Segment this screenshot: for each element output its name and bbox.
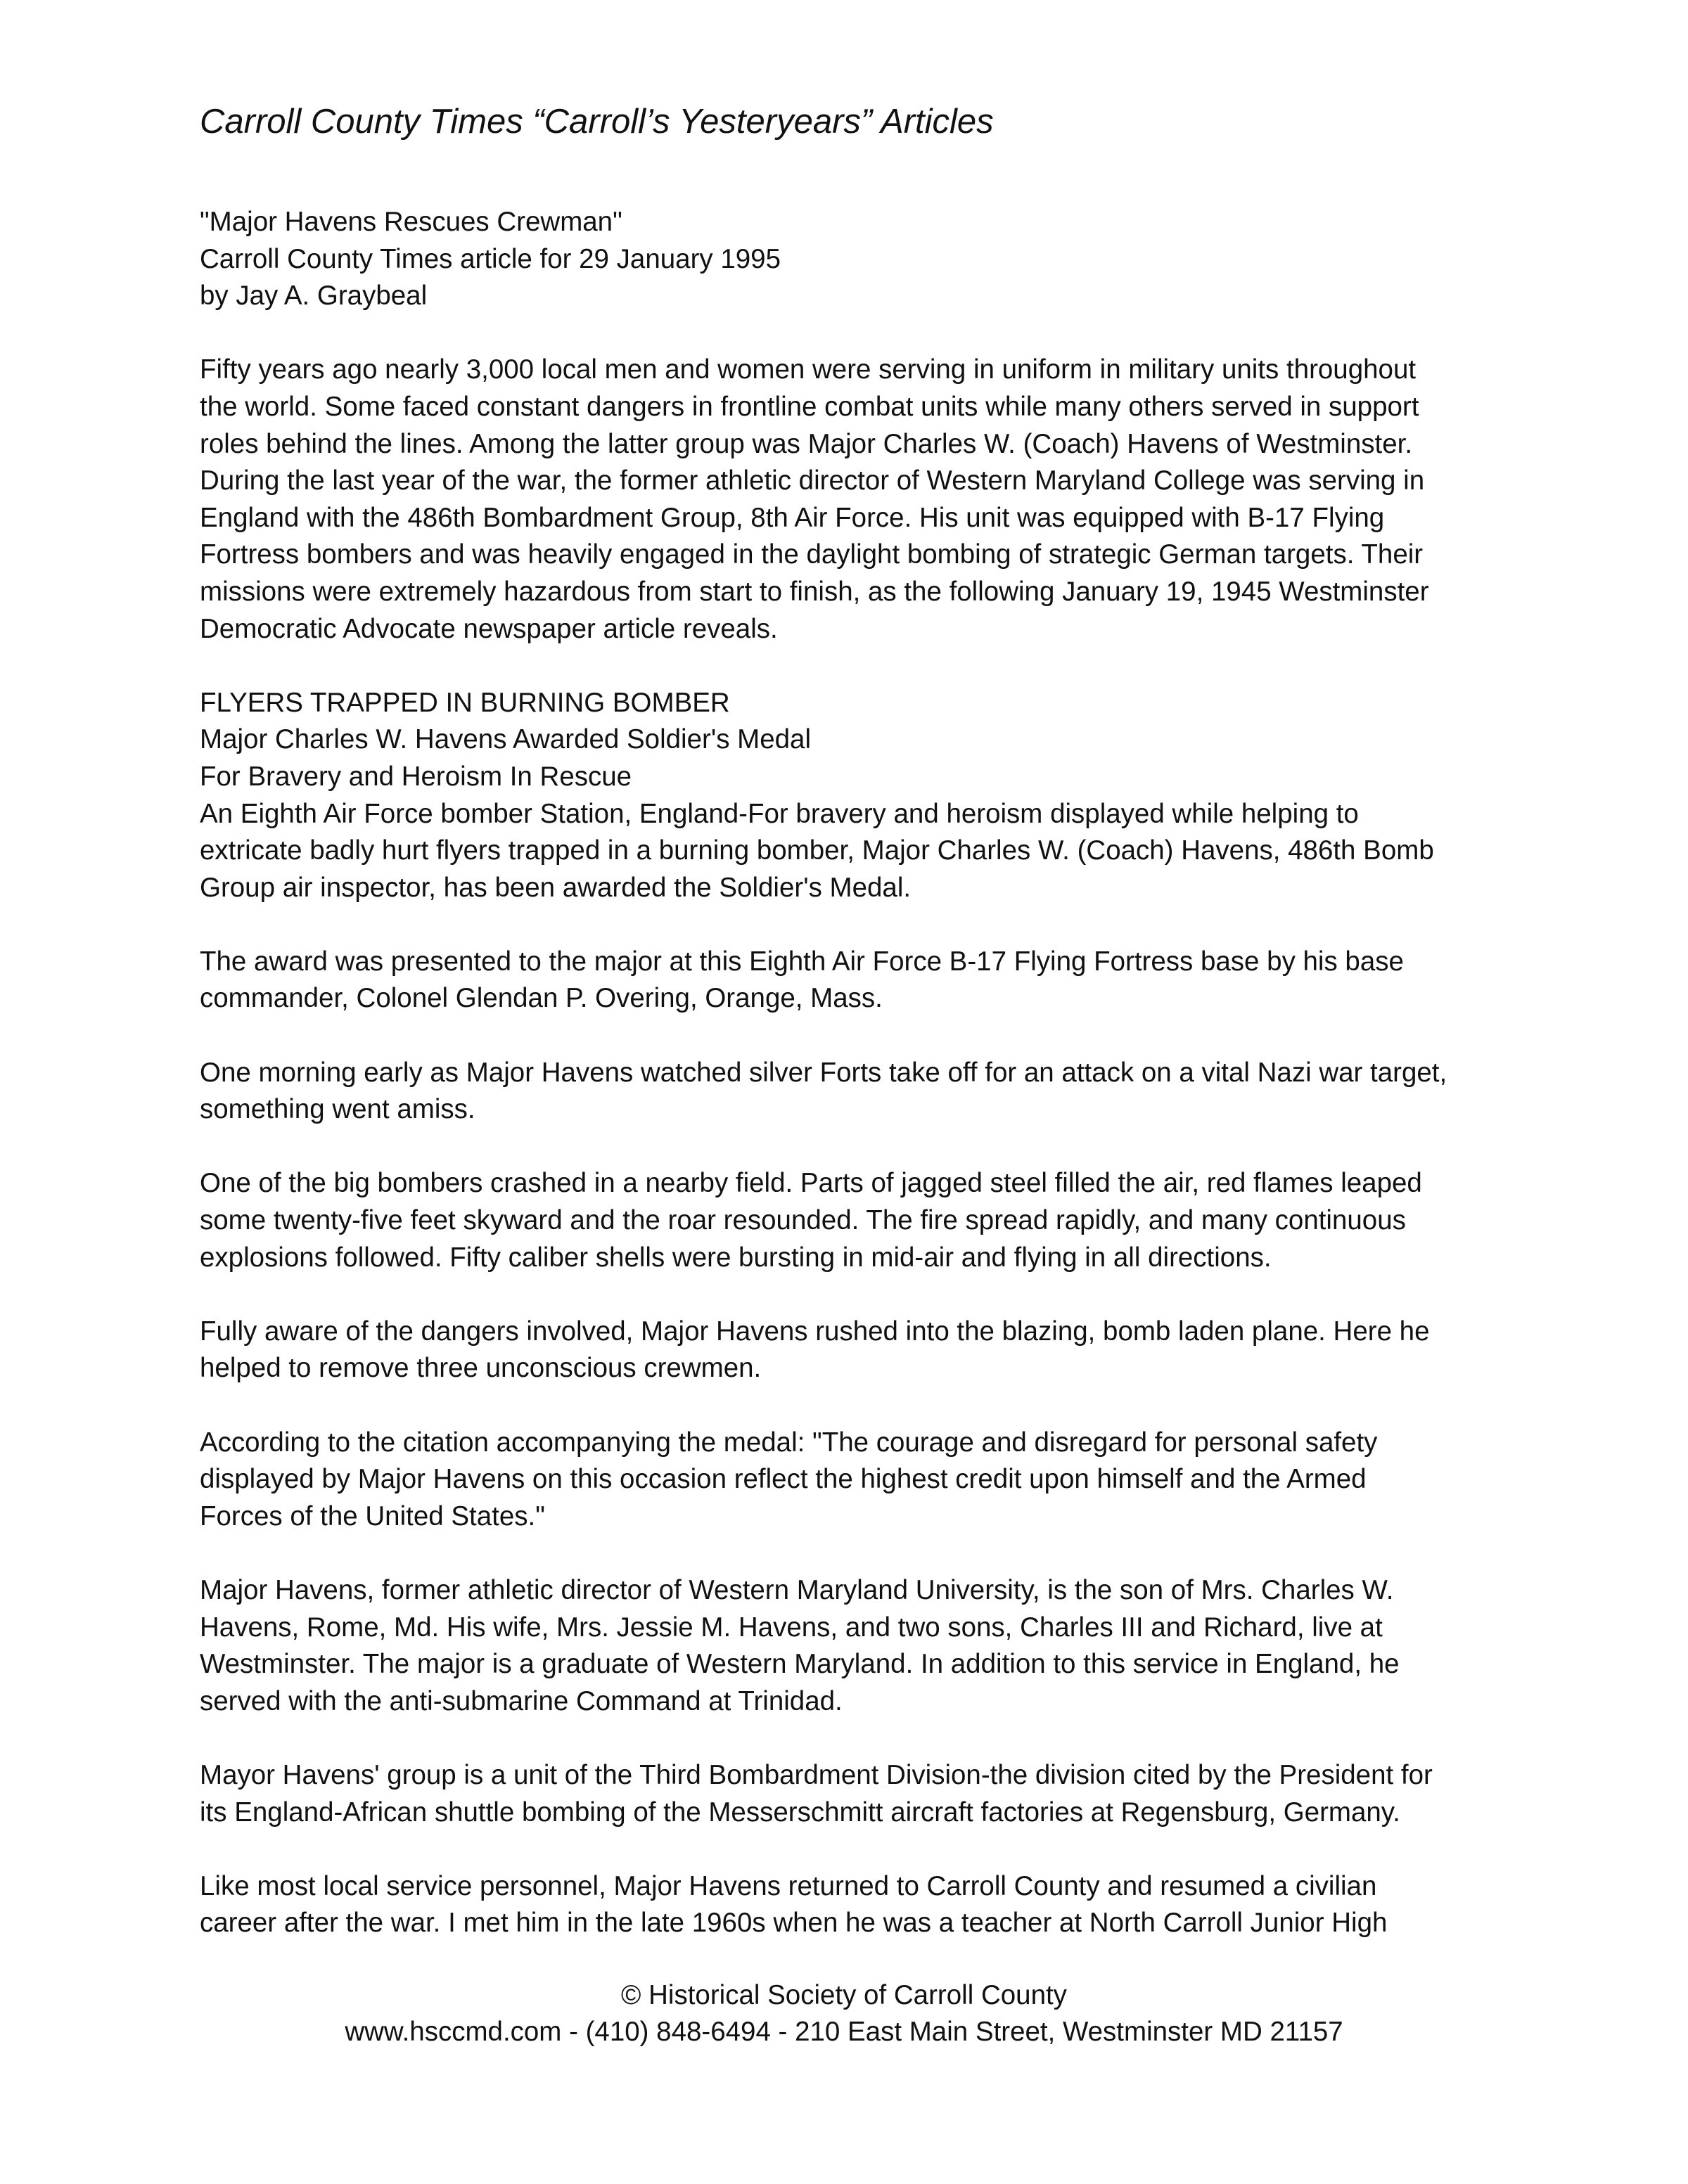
news-headline: FLYERS TRAPPED IN BURNING BOMBER: [200, 687, 730, 718]
text-line: According to the citation accompanying the medal: "The courage and disregard for personal safety: [200, 1427, 1378, 1458]
paragraph-gap: [200, 1720, 1494, 1757]
text-line: Fifty years ago nearly 3,000 local men and women were serving in uniform in military units throughout: [200, 354, 1417, 385]
footer-contact: www.hsccmd.com - (410) 848-6494 - 210 East Main Street, Westminster MD 21157: [345, 2017, 1343, 2047]
article-byline: by Jay A. Graybeal: [200, 281, 428, 311]
text-line: The award was presented to the major at this Eighth Air Force B-17 Flying Fortress base by his base: [200, 946, 1404, 977]
page-footer: [0, 1977, 1688, 2050]
text-line: One morning early as Major Havens watched silver Forts take off for an attack on a vital Nazi war target,: [200, 1057, 1447, 1088]
article-dateline: Carroll County Times article for 29 January 1995: [200, 243, 781, 274]
text-line: some twenty-five feet skyward and the roar resounded. The fire spread rapidly, and many continuous: [200, 1205, 1406, 1236]
text-line: Group air inspector, has been awarded the Soldier's Medal.: [200, 872, 912, 903]
later-paragraph: [200, 1868, 1494, 1942]
text-line: served with the anti-submarine Command at Trinidad.: [200, 1685, 843, 1716]
article-body: [200, 204, 1494, 1942]
series-title: Carroll County Times “Carroll’s Yesteryears” Articles: [200, 103, 994, 141]
paragraph-gap: [200, 315, 1494, 352]
text-line: An Eighth Air Force bomber Station, England-For bravery and heroism displayed while helping to: [200, 798, 1359, 829]
text-line: extricate badly hurt flyers trapped in a burning bomber, Major Charles W. (Coach) Havens, 486th Bomb: [200, 835, 1434, 866]
text-line: One of the big bombers crashed in a nearby field. Parts of jagged steel filled the air, red flames leaped: [200, 1168, 1422, 1199]
text-line: During the last year of the war, the former athletic director of Western Maryland College was serving in: [200, 465, 1425, 496]
text-line: helped to remove three unconscious crewmen.: [200, 1353, 762, 1384]
text-line: the world. Some faced constant dangers in frontline combat units while many others served in support: [200, 391, 1419, 422]
paragraph-gap: [200, 648, 1494, 685]
crash-paragraph: [200, 1165, 1494, 1276]
text-line: commander, Colonel Glendan P. Overing, Orange, Mass.: [200, 983, 883, 1014]
citation-paragraph: [200, 1425, 1494, 1536]
text-line: missions were extremely hazardous from start to finish, as the following January 19, 1945 Westminster: [200, 576, 1429, 607]
paragraph-gap: [200, 1831, 1494, 1868]
paragraph-gap: [200, 1535, 1494, 1572]
family-paragraph: [200, 1572, 1494, 1720]
text-line: displayed by Major Havens on this occasion reflect the highest credit upon himself and the Armed: [200, 1464, 1367, 1495]
text-line: England with the 486th Bombardment Group, 8th Air Force. His unit was equipped with B-17 Flying: [200, 502, 1385, 533]
article-title: "Major Havens Rescues Crewman": [200, 207, 622, 237]
rescue-paragraph: [200, 1313, 1494, 1387]
text-line: roles behind the lines. Among the latter group was Major Charles W. (Coach) Havens of Westminster.: [200, 428, 1413, 459]
text-line: its England-African shuttle bombing of the Messerschmitt aircraft factories at Regensburg, Germany.: [200, 1797, 1400, 1828]
text-line: Havens, Rome, Md. His wife, Mrs. Jessie M. Havens, and two sons, Charles III and Richard, live at: [200, 1612, 1383, 1643]
paragraph-gap: [200, 906, 1494, 944]
text-line: something went amiss.: [200, 1094, 475, 1125]
text-line: career after the war. I met him in the late 1960s when he was a teacher at North Carroll Junior High: [200, 1908, 1388, 1939]
text-line: Westminster. The major is a graduate of Western Maryland. In addition to this service in England, he: [200, 1649, 1400, 1680]
paragraph-gap: [200, 1276, 1494, 1313]
text-line: Fortress bombers and was heavily engaged in the daylight bombing of strategic German targets. Their: [200, 539, 1424, 570]
paragraph-gap: [200, 1387, 1494, 1425]
text-line: Mayor Havens' group is a unit of the Third Bombardment Division-the division cited by the President for: [200, 1759, 1433, 1790]
text-line: Democratic Advocate newspaper article reveals.: [200, 613, 778, 644]
news-subhead: Major Charles W. Havens Awarded Soldier's Medal: [200, 724, 811, 755]
text-line: Forces of the United States.": [200, 1501, 545, 1531]
award-paragraph: [200, 944, 1494, 1017]
footer-copyright: © Historical Society of Carroll County: [621, 1980, 1067, 2010]
text-line: explosions followed. Fifty caliber shells were bursting in mid-air and flying in all directions.: [200, 1242, 1272, 1273]
morning-paragraph: [200, 1055, 1494, 1129]
text-line: Major Havens, former athletic director of Western Maryland University, is the son of Mrs. Charles W.: [200, 1574, 1394, 1605]
text-line: Fully aware of the dangers involved, Major Havens rushed into the blazing, bomb laden plane. Here he: [200, 1316, 1430, 1347]
news-lead-paragraph: [200, 796, 1494, 907]
intro-paragraph: [200, 352, 1494, 648]
paragraph-gap: [200, 1129, 1494, 1166]
group-paragraph: [200, 1757, 1494, 1831]
text-line: Like most local service personnel, Major Havens returned to Carroll County and resumed a civilian: [200, 1870, 1377, 1901]
news-subhead: For Bravery and Heroism In Rescue: [200, 761, 632, 792]
paragraph-gap: [200, 1017, 1494, 1055]
